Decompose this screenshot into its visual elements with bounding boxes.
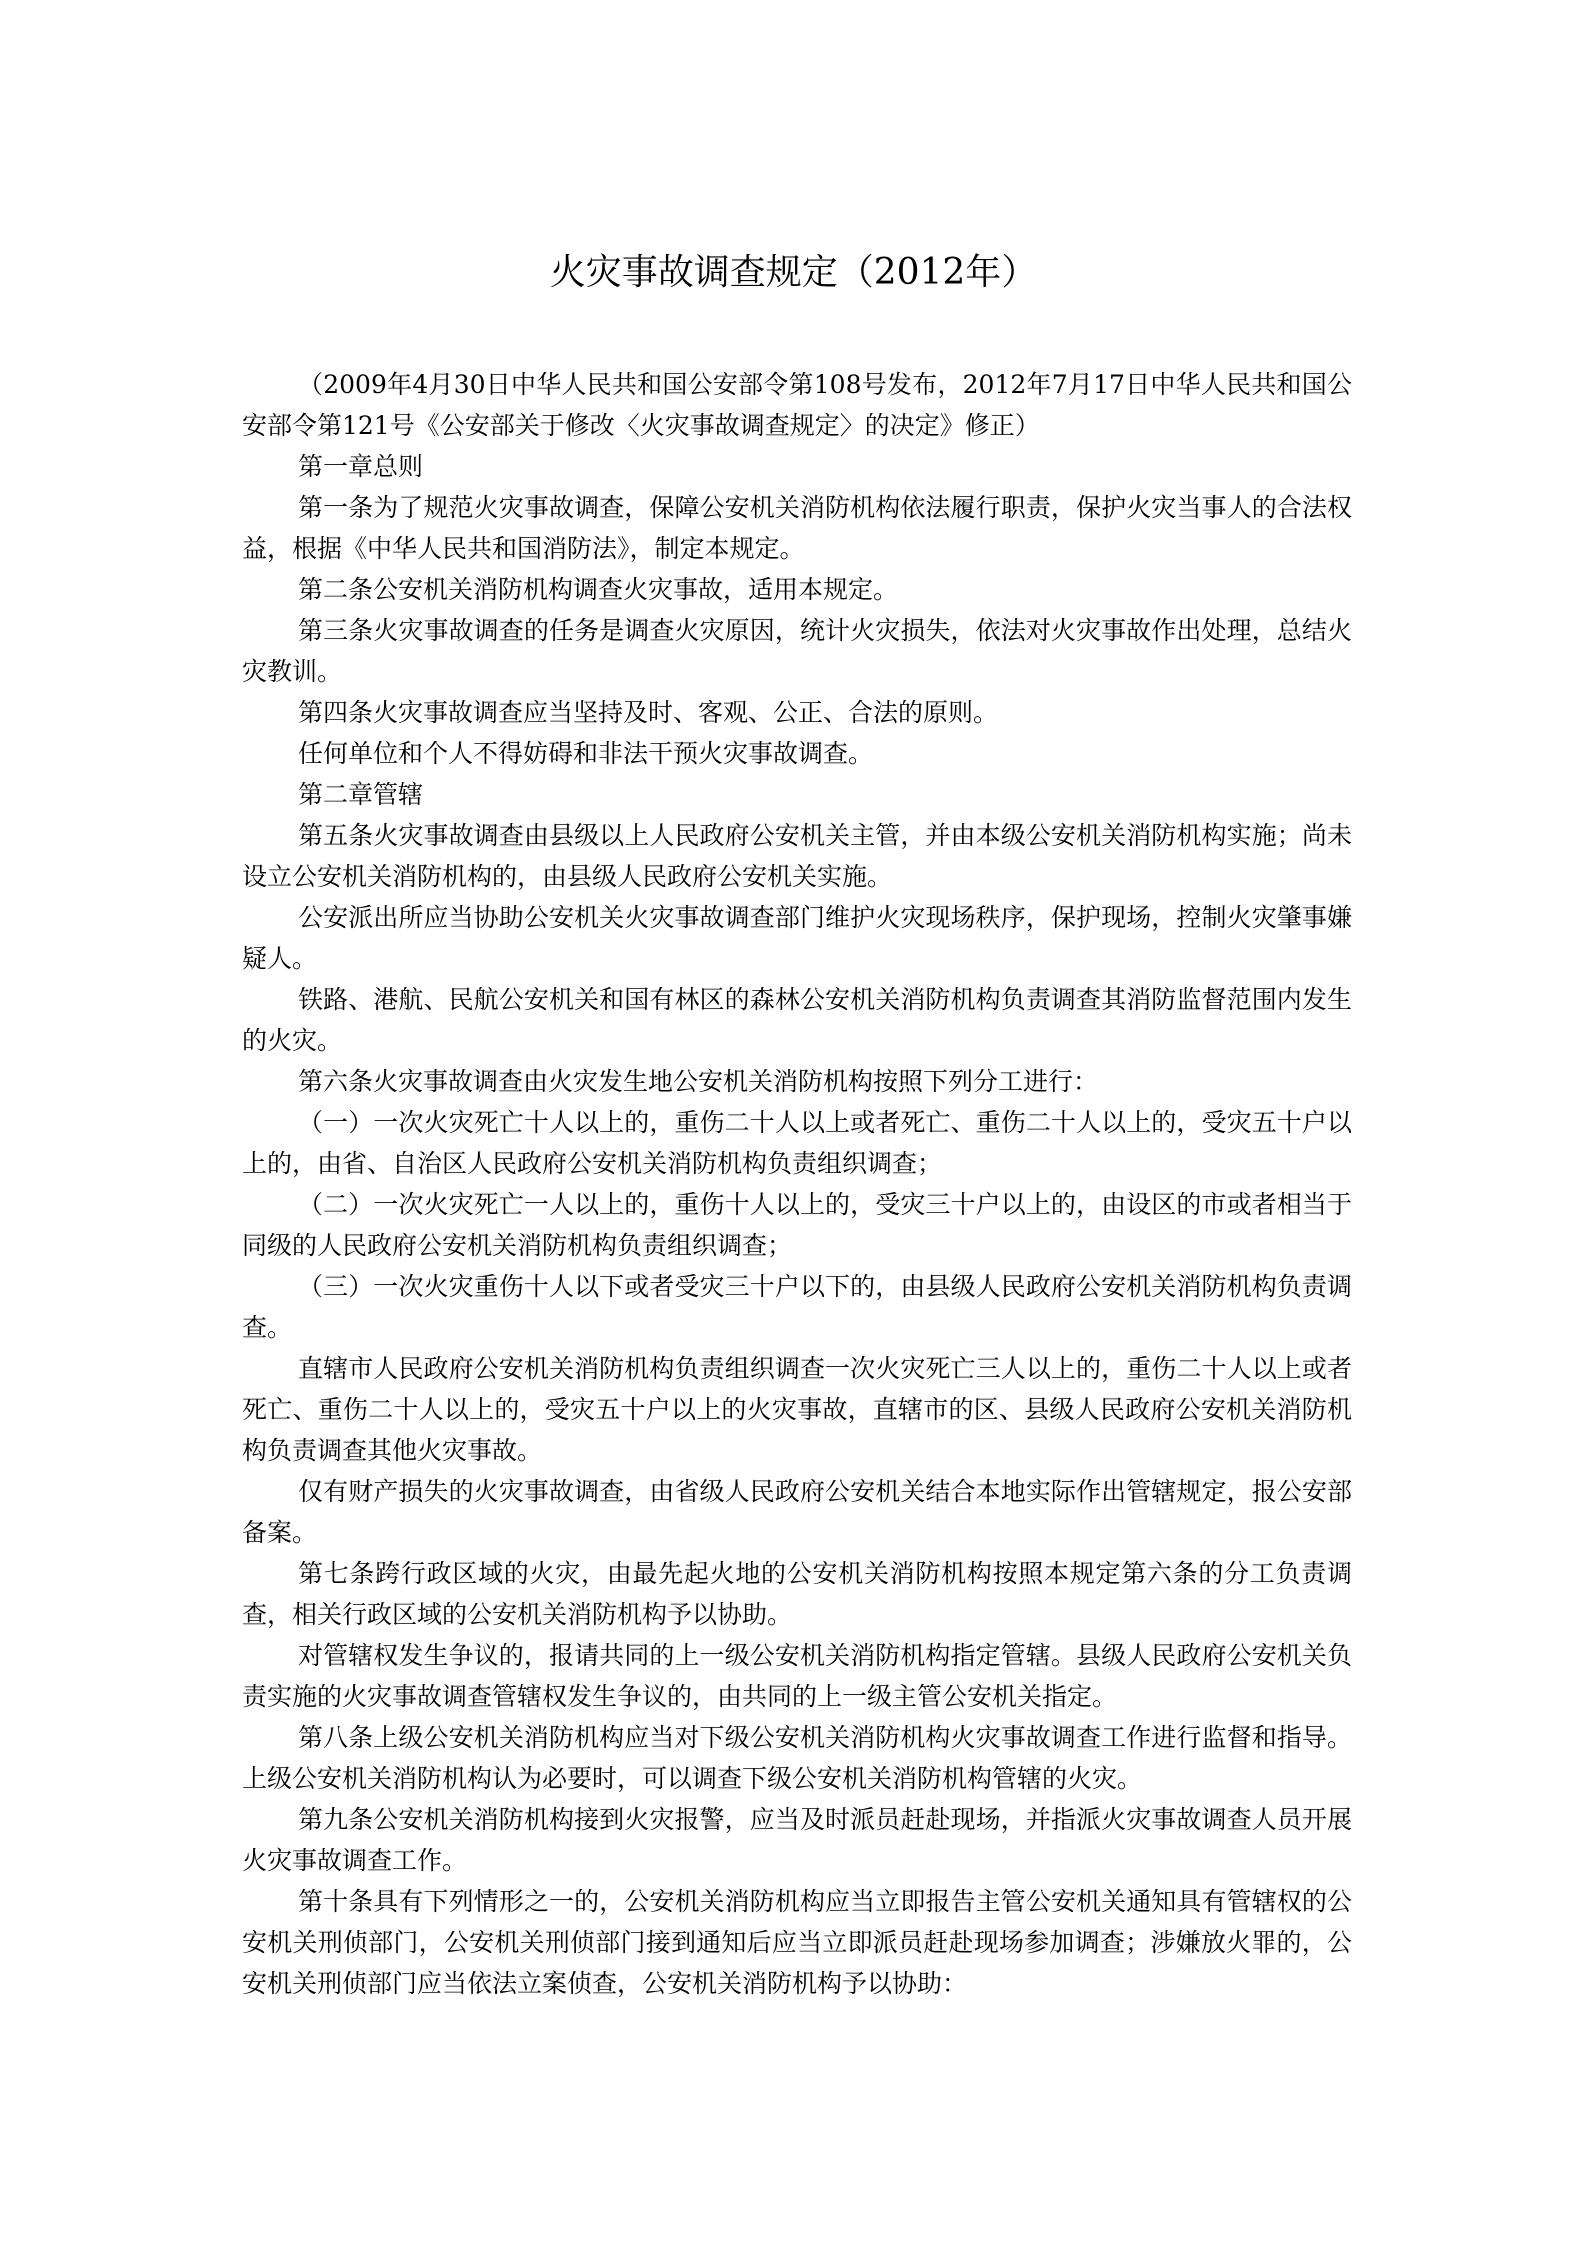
article-paragraph: 第九条公安机关消防机构接到火灾报警，应当及时派员赶赴现场，并指派火灾事故调查人员开展火灾事故调查工作。 <box>242 1805 1352 1875</box>
list-item-paragraph: （一）一次火灾死亡十人以上的，重伤二十人以上或者死亡、重伤二十人以上的，受灾五十户以上的，由省、自治区人民政府公安机关消防机构负责组织调查； <box>242 1108 1352 1178</box>
article-paragraph: 第四条火灾事故调查应当坚持及时、客观、公正、合法的原则。 <box>298 698 999 727</box>
chapter-heading: 第二章管辖 <box>298 780 424 809</box>
article-paragraph: 第八条上级公安机关消防机构应当对下级公安机关消防机构火灾事故调查工作进行监督和指导。上级公安机关消防机构认为必要时，可以调查下级公安机关消防机构管辖的火灾。 <box>242 1723 1352 1793</box>
document-body <box>242 364 1352 2004</box>
document-title: 火灾事故调查规定（2012年） <box>549 252 1038 293</box>
article-paragraph: 第三条火灾事故调查的任务是调查火灾原因，统计火灾损失，依法对火灾事故作出处理，总结火灾教训。 <box>242 616 1352 686</box>
article-paragraph: 直辖市人民政府公安机关消防机构负责组织调查一次火灾死亡三人以上的，重伤二十人以上或者死亡、重伤二十人以上的，受灾五十户以上的火灾事故，直辖市的区、县级人民政府公安机关消防机构负责调查其他火灾事故。 <box>242 1354 1352 1465</box>
article-paragraph: 第二条公安机关消防机构调查火灾事故，适用本规定。 <box>298 575 899 604</box>
list-item-paragraph: （二）一次火灾死亡一人以上的，重伤十人以上的，受灾三十户以上的，由设区的市或者相当于同级的人民政府公安机关消防机构负责组织调查； <box>242 1190 1352 1260</box>
article-paragraph: 任何单位和个人不得妨碍和非法干预火灾事故调查。 <box>298 739 874 768</box>
article-paragraph: 公安派出所应当协助公安机关火灾事故调查部门维护火灾现场秩序，保护现场，控制火灾肇事嫌疑人。 <box>242 903 1352 973</box>
article-paragraph: 第十条具有下列情形之一的，公安机关消防机构应当立即报告主管公安机关通知具有管辖权的公安机关刑侦部门，公安机关刑侦部门接到通知后应当立即派员赶赴现场参加调查；涉嫌放火罪的，公安机关刑侦部门应当依法立案侦查，公安机关消防机构予以协助： <box>242 1887 1352 1998</box>
list-item-paragraph: （三）一次火灾重伤十人以下或者受灾三十户以下的，由县级人民政府公安机关消防机构负责调查。 <box>242 1272 1352 1342</box>
article-paragraph: 第五条火灾事故调查由县级以上人民政府公安机关主管，并由本级公安机关消防机构实施；尚未设立公安机关消防机构的，由县级人民政府公安机关实施。 <box>242 821 1352 891</box>
chapter-heading: 第一章总则 <box>298 452 424 481</box>
article-paragraph: 第一条为了规范火灾事故调查，保障公安机关消防机构依法履行职责，保护火灾当事人的合法权益，根据《中华人民共和国消防法》，制定本规定。 <box>242 493 1352 563</box>
article-paragraph: 第七条跨行政区域的火灾，由最先起火地的公安机关消防机构按照本规定第六条的分工负责调查，相关行政区域的公安机关消防机构予以协助。 <box>242 1559 1352 1629</box>
article-paragraph: 对管辖权发生争议的，报请共同的上一级公安机关消防机构指定管辖。县级人民政府公安机关负责实施的火灾事故调查管辖权发生争议的，由共同的上一级主管公安机关指定。 <box>242 1641 1352 1711</box>
article-paragraph: 第六条火灾事故调查由火灾发生地公安机关消防机构按照下列分工进行： <box>298 1067 1099 1096</box>
document-preamble: （2009年4月30日中华人民共和国公安部令第108号发布，2012年7月17日中华人民共和国公安部令第121号《公安部关于修改〈火灾事故调查规定〉的决定》修正） <box>242 370 1352 440</box>
article-paragraph: 仅有财产损失的火灾事故调查，由省级人民政府公安机关结合本地实际作出管辖规定，报公安部备案。 <box>242 1477 1352 1547</box>
article-paragraph: 铁路、港航、民航公安机关和国有林区的森林公安机关消防机构负责调查其消防监督范围内发生的火灾。 <box>242 985 1352 1055</box>
